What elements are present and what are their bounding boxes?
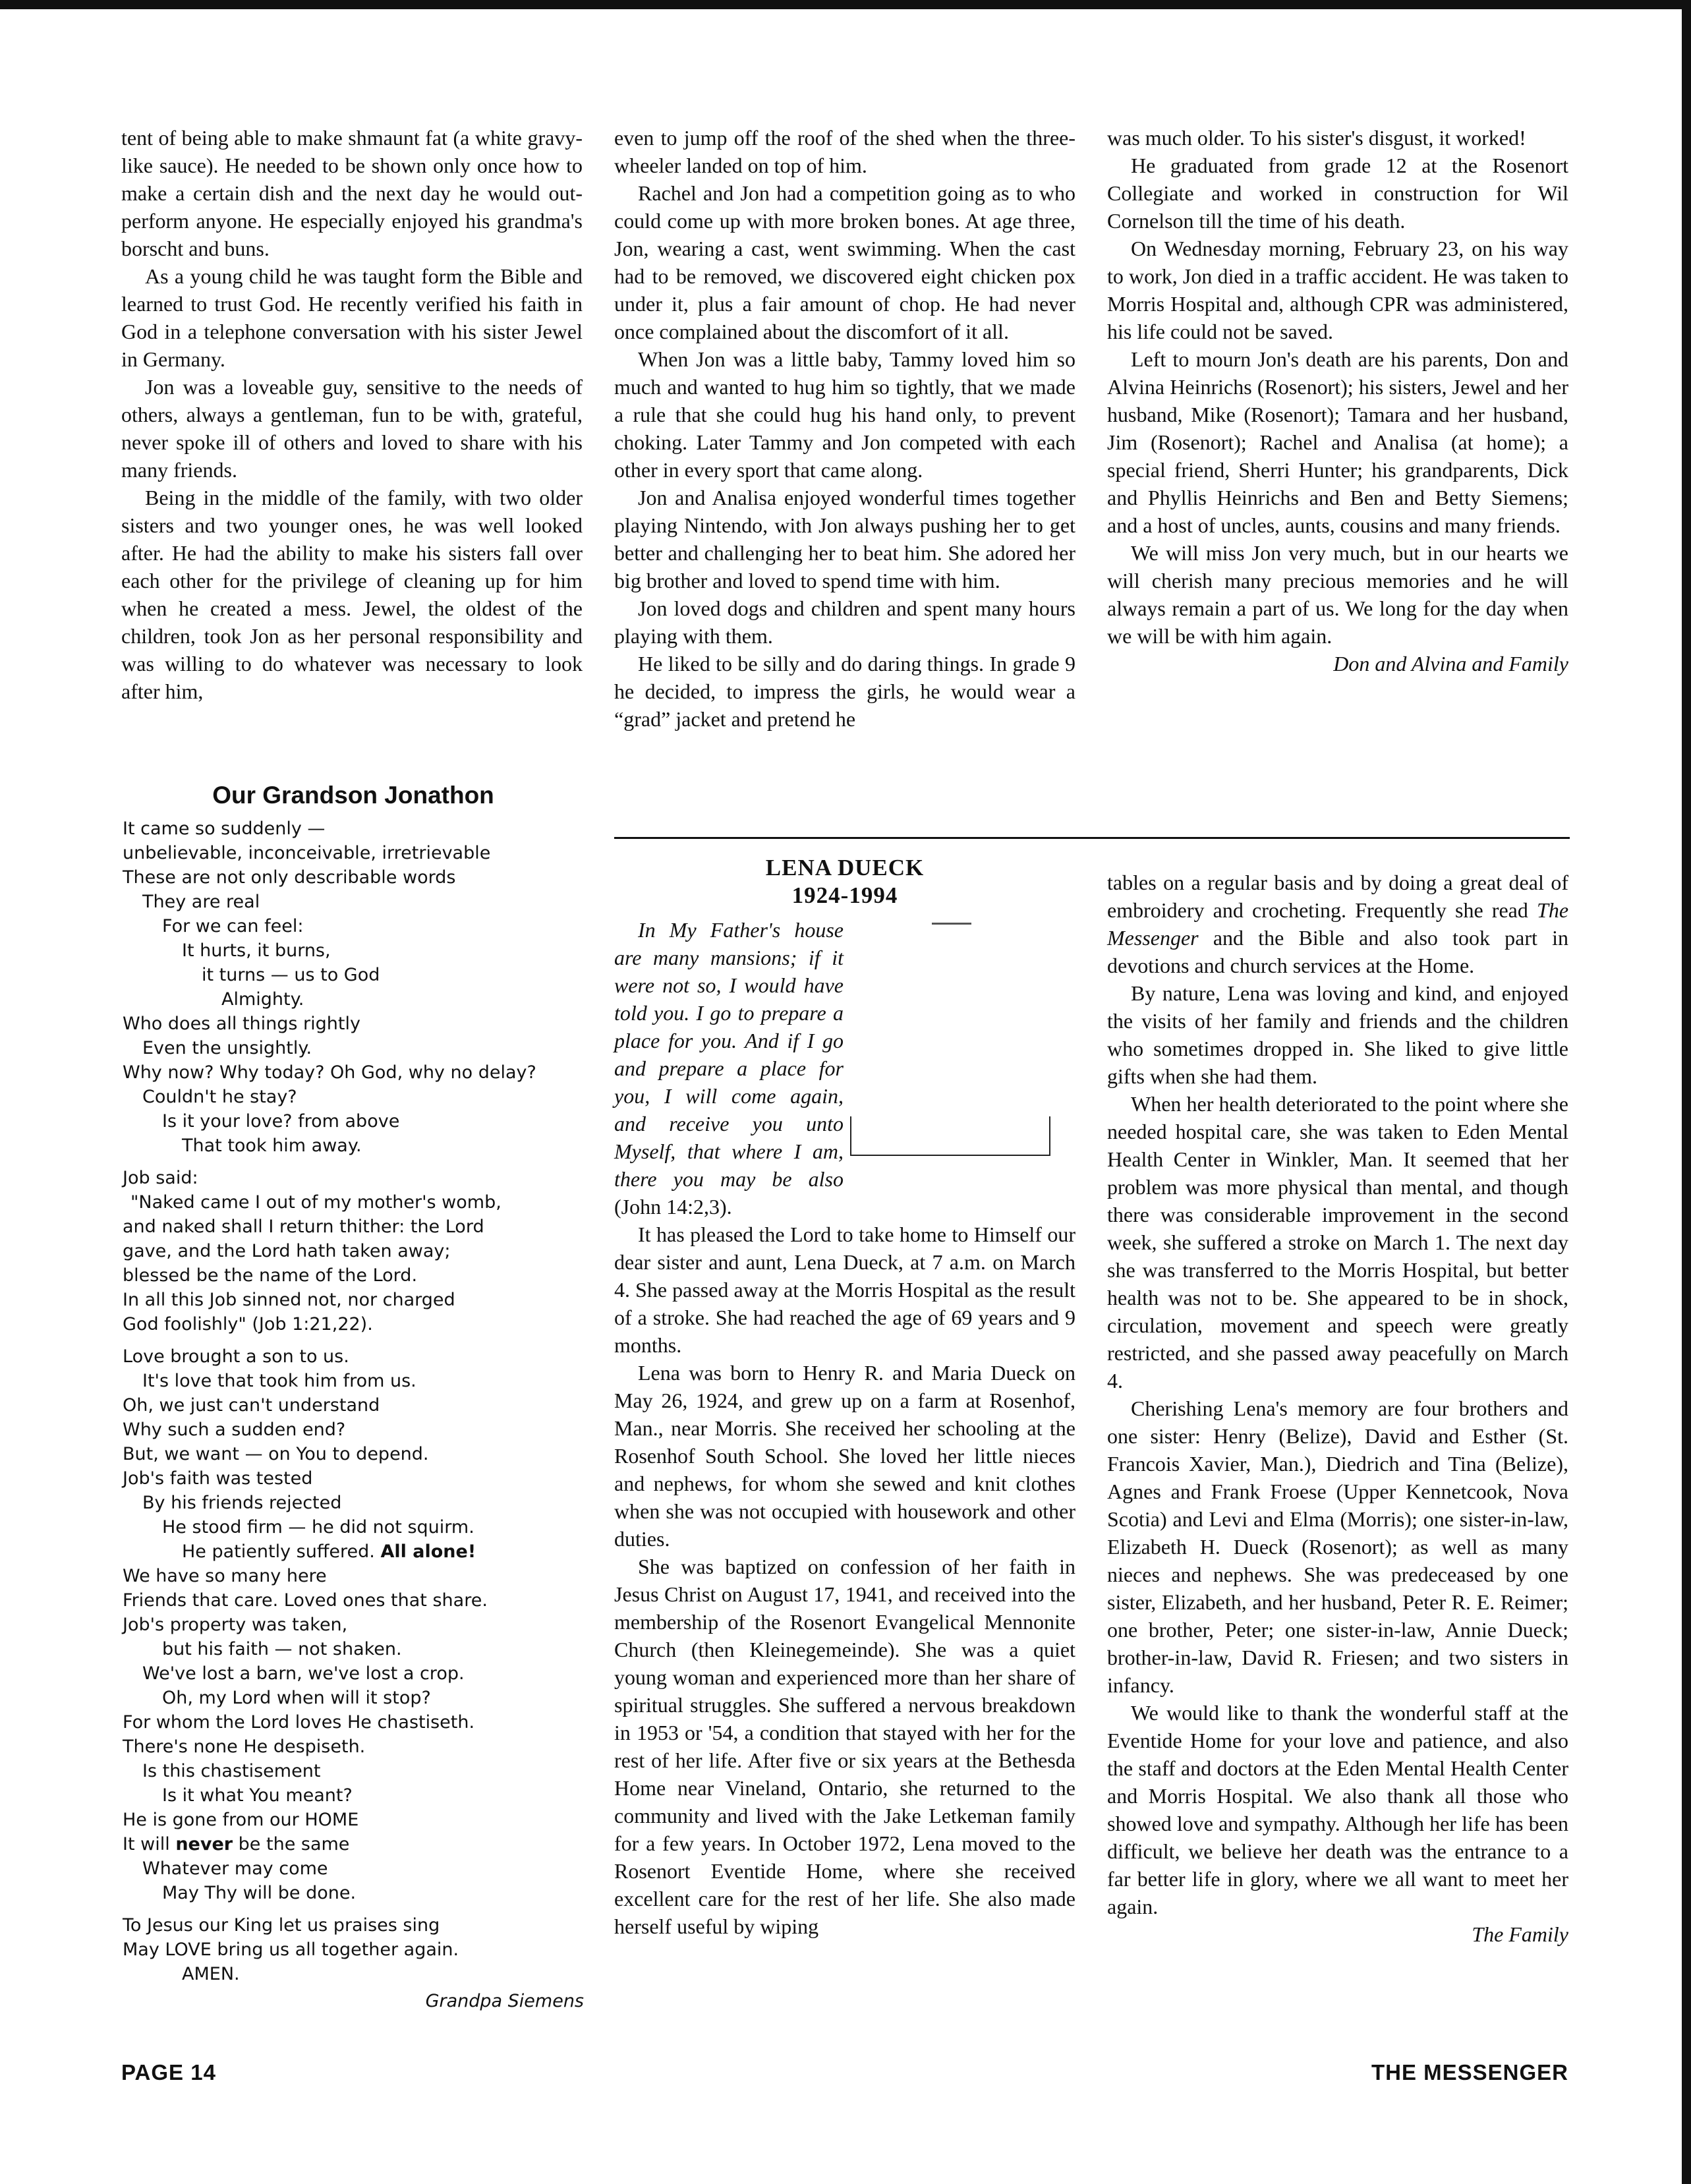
poem-line [123, 1539, 584, 1564]
paragraph: When her health deteriorated to the point where she needed hospital care, she was taken to Eden Mental Health Center in Winkler, Man. It seemed that her problem was more physical than mental, and though there was considerable improvement in the second week, she suffered a stroke on March 1. The next day she was transferred to the Morris Hospital, but better health was not to be. She appeared to be in shock, circulation, movement and speech were greatly restricted, and she passed away peacefully on March 4. [1107, 1092, 1568, 1393]
paragraph: Cherishing Lena's memory are four brothers and one sister: Henry (Belize), David and Esther (St. Francois Xavier, Man.), Diedrich and Tina (Belize), Agnes and Frank Froese (Upper Kennetcook, Nova Scotia) and Levi and Elma (Morris); one sister-in-law, Elizabeth H. Dueck (Rosenort); as well as many nieces and nephews. She was predeceased by one sister, Elizabeth, and her husband, Peter R. E. Reimer; one brother, Peter; one sister-in-law, Annie Dueck; brother-in-law, David R. Friesen; and two sisters in infancy. [1107, 1396, 1568, 1697]
poem-line: Friends that care. Loved ones that share. [123, 1590, 488, 1611]
poem-line: Why such a sudden end? [123, 1420, 346, 1440]
right-border [1682, 0, 1691, 2184]
poem-line: "Naked came I out of my mother's womb, [130, 1192, 502, 1213]
signature: Don and Alvina and Family [1333, 652, 1568, 675]
paragraph [1107, 869, 1568, 979]
verse-text: In My Father's house are many mansions; if it were not so, I would have told you. I go to prepare a place for you. And if I go and prepare a place for you, I will come again, and receive you unto Myself, that where I am, there you may be also [614, 918, 844, 1191]
scripture-verse [614, 916, 1075, 1221]
poem-signature: Grandpa Siemens [425, 1991, 584, 2011]
poem-line: In all this Job sinned not, nor charged [123, 1290, 455, 1310]
poem-line: Oh, my Lord when will it stop? [162, 1688, 431, 1708]
section-divider [614, 837, 1570, 839]
poem-line: To Jesus our King let us praises sing [123, 1915, 440, 1936]
paragraph: Jon loved dogs and children and spent many hours playing with them. [614, 596, 1075, 648]
paragraph: Lena was born to Henry R. and Maria Dueck on May 26, 1924, and grew up on a farm at Rosenhof, Man., near Morris. She received her schooling at the Rosenhof South School. She loved her little nieces and nephews, for whom she sewed and knit clothes when she was not occupied with housework and other duties. [614, 1361, 1075, 1551]
poem-line: but his faith — not shaken. [162, 1639, 402, 1659]
poem-line: But, we want — on You to depend. [123, 1444, 429, 1464]
poem-title: Our Grandson Jonathon [212, 782, 494, 809]
poem-emphasis: All alone! [380, 1541, 476, 1562]
poem-line-text: be the same [238, 1834, 350, 1854]
poem-line: it turns — us to God [202, 965, 380, 985]
obituary-years: 1924-1994 [791, 882, 898, 908]
poem-emphasis: never [175, 1834, 233, 1854]
paragraph: We will miss Jon very much, but in our hearts we will cherish many precious memories and he will always remain a part of us. We long for the day when we will be with him again. [1107, 541, 1568, 648]
poem-line: Even the unsightly. [142, 1038, 312, 1058]
poem-line: Job's faith was tested [123, 1468, 313, 1489]
poem-line: Is it your love? from above [162, 1111, 400, 1132]
lena-dueck-column-1 [614, 854, 1075, 1940]
paragraph: As a young child he was taught form the Bible and learned to trust God. He recently verified his faith in God in a telephone conversation with his sister Jewel in Germany. [121, 264, 583, 371]
lena-dueck-column-2 [1107, 869, 1568, 1948]
paragraph: Rachel and Jon had a competition going as to who could come up with more broken bones. At age three, Jon, wearing a cast, went swimming. When the cast had to be removed, we discovered eight chicken pox under it, plus a fair amount of chop. He had never once complained about the discomfort of it all. [614, 181, 1075, 343]
poem-line: Is this chastisement [142, 1761, 321, 1781]
poem-line: Who does all things rightly [123, 1014, 360, 1034]
poem-line: For whom the Lord loves He chastiseth. [123, 1712, 475, 1733]
poem-line: There's none He despiseth. [123, 1737, 366, 1757]
paragraph: When Jon was a little baby, Tammy loved him so much and wanted to hug him so tightly, that we made a rule that she could hug his hand only, to prevent choking. Later Tammy and Jon competed with each other in every sport that came along. [614, 347, 1075, 482]
photo-placeholder [853, 919, 1075, 1176]
paragraph: We would like to thank the wonderful staff at the Eventide Home for your love and patience, and also the staff and doctors at the Eden Mental Health Center and Morris Hospital. We also thank all those who showed love and sympathy. Although her life has been difficult, we believe her death was the entrance to a far better life in glory, where we all want to meet her again. [1107, 1701, 1568, 1918]
poem-line: It came so suddenly — [123, 819, 326, 839]
paragraph: Jon was a loveable guy, sensitive to the needs of others, always a gentleman, fun to be with, grateful, never spoke ill of others and loved to share with his many friends. [121, 375, 583, 482]
signature: The Family [1472, 1922, 1568, 1946]
poem-line: Job said: [123, 1168, 198, 1188]
obituary-column-3 [1107, 124, 1568, 677]
poem-line: May LOVE bring us all together again. [123, 1940, 459, 1960]
poem-line [123, 1832, 584, 1856]
poem-line-text: It will [123, 1834, 170, 1854]
top-border [0, 0, 1691, 9]
paragraph: Left to mourn Jon's death are his parents, Don and Alvina Heinrichs (Rosenort); his sisters, Jewel and her husband, Mike (Rosenort); Tamara and her husband, Jim (Rosenort); Rachel and Analisa (at home); a special friend, Sherri Hunter; his grandparents, Dick and Phyllis Heinrichs and Ben and Betty Siemens; and a host of uncles, aunts, cousins and many friends. [1107, 347, 1568, 537]
obituary-column-1 [121, 124, 583, 705]
poem-line: May Thy will be done. [162, 1883, 357, 1903]
poem-line: We've lost a barn, we've lost a crop. [142, 1663, 465, 1684]
paragraph: By nature, Lena was loving and kind, and enjoyed the visits of her family and friends and the children who sometimes dropped in. She liked to give little gifts when she had them. [1107, 981, 1568, 1088]
text: and the Bible and also took part in devotions and church services at the Home. [1107, 926, 1569, 977]
poem-line: They are real [142, 892, 260, 912]
paragraph: On Wednesday morning, February 23, on his way to work, Jon died in a traffic accident. He was taken to Morris Hospital and, although CPR was administered, his life could not be saved. [1107, 237, 1568, 343]
paragraph: even to jump off the roof of the shed when the three-wheeler landed on top of him. [614, 126, 1075, 177]
paragraph: Being in the middle of the family, with two older sisters and two younger ones, he was well looked after. He had the ability to make his sisters fall over each other for the privilege of cleaning up for him when he created a mess. Jewel, the oldest of the children, took Jon as her personal responsibility and was willing to do whatever was necessary to look after him, [121, 486, 583, 703]
verse-reference: (John 14:2,3). [614, 1195, 732, 1219]
paragraph: He liked to be silly and do daring things. In grade 9 he decided, to impress the girls, he would wear a “grad” jacket and pretend he [614, 652, 1075, 731]
paragraph: tent of being able to make shmaunt fat (a white gravy-like sauce). He needed to be shown only once how to make a certain dish and the next day he would out-perform anyone. He especially enjoyed his grandma's borscht and buns. [121, 126, 583, 260]
poem-line: Is it what You meant? [162, 1785, 353, 1806]
paragraph: Jon and Analisa enjoyed wonderful times together playing Nintendo, with Jon always pushing her to get better and challenging her to beat him. She adored her big brother and loved to spend time with him. [614, 486, 1075, 592]
poem-line: God foolishly" (Job 1:21,22). [123, 1314, 373, 1335]
poem-line: and naked shall I return thither: the Lord [123, 1217, 484, 1237]
poem [123, 783, 584, 2013]
obituary-column-2 [614, 124, 1075, 733]
poem-line: It's love that took him from us. [142, 1371, 416, 1391]
poem-line: gave, and the Lord hath taken away; [123, 1241, 451, 1261]
poem-line: He is gone from our HOME [123, 1810, 359, 1830]
photo-mark [932, 923, 971, 925]
paragraph: He graduated from grade 12 at the Rosenort Collegiate and worked in construction for Wil Cornelson till the time of his death. [1107, 154, 1568, 233]
page-number: PAGE 14 [121, 2060, 216, 2084]
poem-line-text: He patiently suffered. [182, 1541, 375, 1562]
text: tables on a regular basis and by doing a great deal of embroidery and crocheting. Frequently she read [1107, 871, 1568, 922]
poem-line: For we can feel: [162, 916, 304, 936]
publication-title: The Messenger [1107, 898, 1569, 950]
poem-line: Whatever may come [142, 1858, 328, 1879]
poem-line: Couldn't he stay? [142, 1087, 297, 1107]
poem-line: It hurts, it burns, [182, 940, 331, 961]
poem-line: Almighty. [221, 989, 304, 1010]
photo-frame [850, 1116, 1050, 1156]
poem-line: blessed be the name of the Lord. [123, 1265, 418, 1286]
poem-line: These are not only describable words [123, 867, 456, 888]
publication-name: THE MESSENGER [1371, 2060, 1568, 2084]
paragraph: was much older. To his sister's disgust, it worked! [1107, 126, 1526, 150]
poem-line: AMEN. [182, 1964, 240, 1984]
obituary-name: LENA DUECK [765, 855, 925, 880]
poem-line: unbelievable, inconceivable, irretrievable [123, 843, 491, 863]
paragraph: She was baptized on confession of her faith in Jesus Christ on August 17, 1941, and received into the membership of the Rosenort Evangelical Mennonite Church (then Kleinegemeinde). She was a quiet young woman and experienced more than her share of spiritual struggles. She suffered a nervous breakdown in 1953 or '54, a condition that stayed with her for the rest of her life. After five or six years at the Bethesda Home near Vineland, Ontario, she returned to the community and lived with the Jake Letkeman family for a few years. In October 1972, Lena moved to the Rosenort Eventide Home, where she received excellent care for the rest of her life. She also made herself useful by wiping [614, 1555, 1075, 1938]
poem-line: That took him away. [182, 1135, 362, 1156]
poem-line: Oh, we just can't understand [123, 1395, 380, 1416]
poem-line: Love brought a son to us. [123, 1346, 349, 1367]
poem-line: Why now? Why today? Oh God, why no delay? [123, 1062, 536, 1083]
poem-line: We have so many here [123, 1566, 327, 1586]
paragraph: It has pleased the Lord to take home to Himself our dear sister and aunt, Lena Dueck, at 7 a.m. on March 4. She passed away at the Morris Hospital as the result of a stroke. She had reached the age of 69 years and 9 months. [614, 1222, 1075, 1357]
poem-line: By his friends rejected [142, 1493, 342, 1513]
poem-line: Job's property was taken, [123, 1615, 348, 1635]
poem-line: He stood firm — he did not squirm. [162, 1517, 474, 1537]
